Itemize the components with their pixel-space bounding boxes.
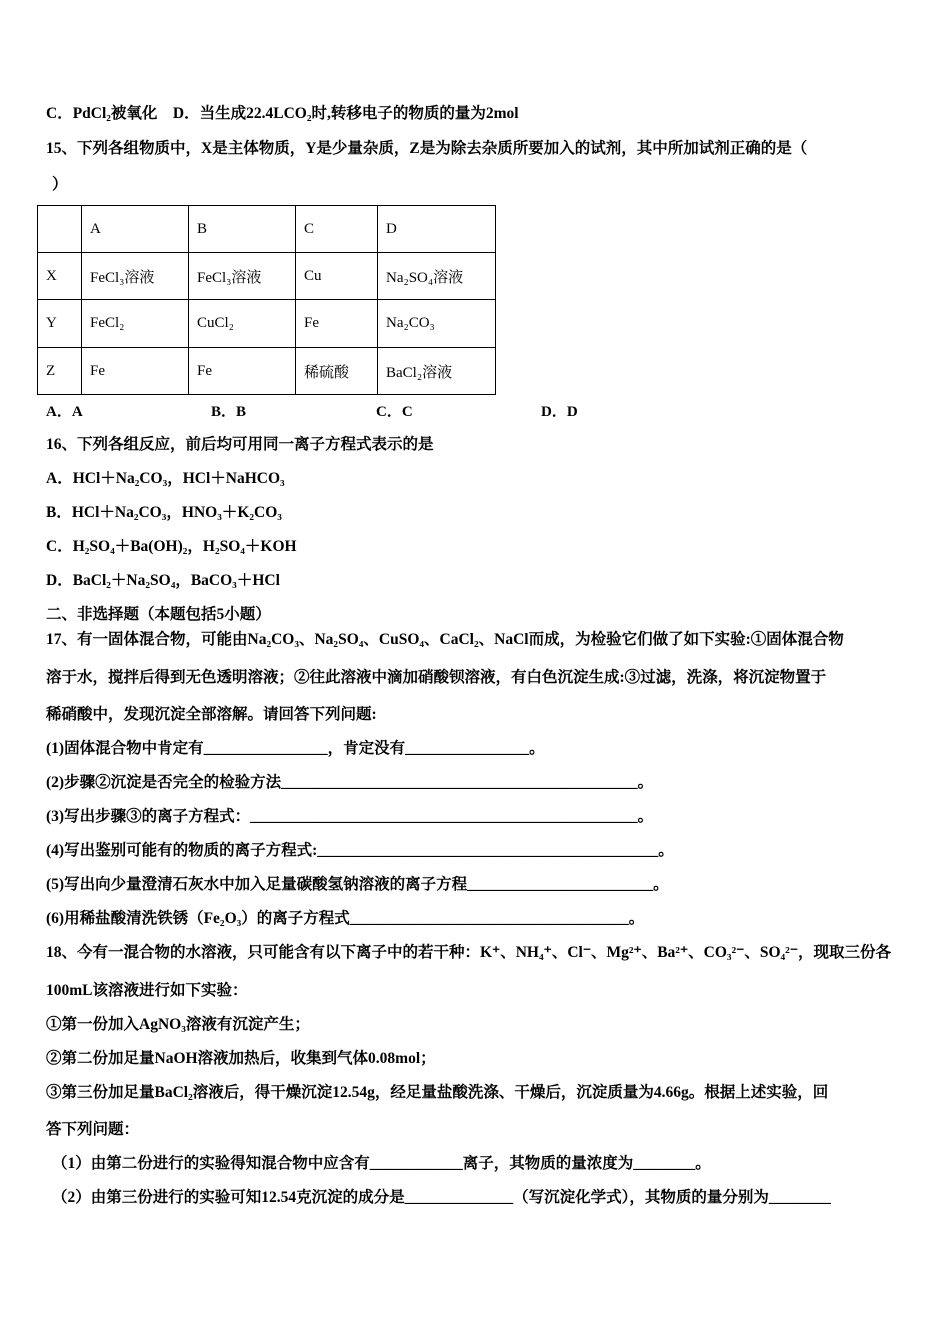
table-cell: Na₂SO₄溶液 [378,253,496,300]
table-cell: Y [38,300,82,348]
q17-part-5: (5)写出向少量澄清石灰水中加入足量碳酸氢钠溶液的离子方程________________________。 [46,876,669,893]
table-header-row [38,206,496,253]
q18-exp-2: ②第二份加足量NaOH溶液加热后，收集到气体0.08mol； [46,1050,436,1067]
table-cell: C [296,206,378,253]
table-cell: CuCl₂ [189,300,296,348]
q17-part-4: (4)写出鉴别可能有的物质的离子方程式:____________________________________________。 [46,842,674,859]
table-cell: Fe [82,348,189,395]
table-cell: FeCl₃溶液 [189,253,296,300]
q16-option-a: A．HCl＋Na₂CO₃，HCl＋NaHCO₃ [46,470,285,487]
q17-part-6: (6)用稀盐酸清洗铁锈（Fe₂O₃）的离子方程式____________________________________。 [46,910,645,927]
table-row [38,253,496,300]
q15-table [37,205,496,395]
table-cell: FeCl₃溶液 [82,253,189,300]
q18-exp-3-cont: 答下列问题： [46,1121,140,1138]
table-cell: 稀硫酸 [296,348,378,395]
table-cell: D [378,206,496,253]
table-cell: B [189,206,296,253]
q16-option-d: D．BaCl₂＋Na₂SO₄，BaCO₃＋HCl [46,572,280,589]
q18-exp-1: ①第一份加入AgNO₃溶液有沉淀产生； [46,1016,310,1033]
q15-stem-paren: ） [52,176,68,193]
q18-stem-2: 100mL该溶液进行如下实验： [46,982,248,999]
q17-part-3: (3)写出步骤③的离子方程式：__________________________________________________。 [46,808,654,825]
table-cell: FeCl₂ [82,300,189,348]
q16-option-b: B．HCl＋Na₂CO₃，HNO₃＋K₂CO₃ [46,504,282,521]
table-row [38,348,496,395]
table-cell: Na₂CO₃ [378,300,496,348]
q14-options-cd: C．PdCl₂被氧化 D．当生成22.4LCO₂时,转移电子的物质的量为2mol [46,105,519,122]
q18-exp-3: ③第三份加足量BaCl₂溶液后，得干燥沉淀12.54g，经足量盐酸洗涤、干燥后，沉淀质量为4.66g。根据上述实验，回 [46,1084,829,1101]
q16-stem: 16、下列各组反应，前后均可用同一离子方程式表示的是 [46,436,434,453]
table-cell: Fe [189,348,296,395]
q15-option-c: C．C [376,404,413,420]
q17-stem-2: 溶于水，搅拌后得到无色透明溶液；②往此溶液中滴加硝酸钡溶液，有白色沉淀生成:③过滤，洗涤，将沉淀物置于 [46,669,827,686]
q17-stem-1: 17、有一固体混合物，可能由Na₂CO₃、Na₂SO₄、CuSO₄、CaCl₂、NaCl而成，为检验它们做了如下实验:①固体混合物 [46,631,844,648]
table-cell: X [38,253,82,300]
q15-option-a: A．A [46,404,83,420]
table-cell: Fe [296,300,378,348]
table-cell: A [82,206,189,253]
q18-part-1: （1）由第二份进行的实验得知混合物中应含有____________离子，其物质的量浓度为________。 [52,1155,711,1172]
q15-option-d: D．D [541,404,578,420]
q18-stem-1: 18、今有一混合物的水溶液，只可能含有以下离子中的若干种：K⁺、NH₄⁺、Cl⁻、Mg²⁺、Ba²⁺、CO₃²⁻、SO₄²⁻，现取三份各 [46,944,892,961]
table-cell [38,206,82,253]
q16-option-c: C．H₂SO₄＋Ba(OH)₂，H₂SO₄＋KOH [46,538,297,555]
q17-part-1: (1)固体混合物中肯定有________________，肯定没有________________。 [46,740,545,757]
q17-part-2: (2)步骤②沉淀是否完全的检验方法______________________________________________。 [46,774,654,791]
table-row [38,300,496,348]
table-cell: Z [38,348,82,395]
table-cell: Cu [296,253,378,300]
section-heading: 二、非选择题（本题包括5小题） [46,606,271,623]
q15-option-b: B．B [211,404,247,420]
q15-stem: 15、下列各组物质中，X是主体物质，Y是少量杂质，Z是为除去杂质所要加入的试剂，其中所加试剂正确的是（ [46,140,808,157]
q17-stem-3: 稀硝酸中，发现沉淀全部溶解。请回答下列问题: [46,706,377,723]
table-cell: BaCl₂溶液 [378,348,496,395]
q18-part-2: （2）由第三份进行的实验可知12.54克沉淀的成分是______________（写沉淀化学式），其物质的量分别为________ [52,1189,831,1206]
